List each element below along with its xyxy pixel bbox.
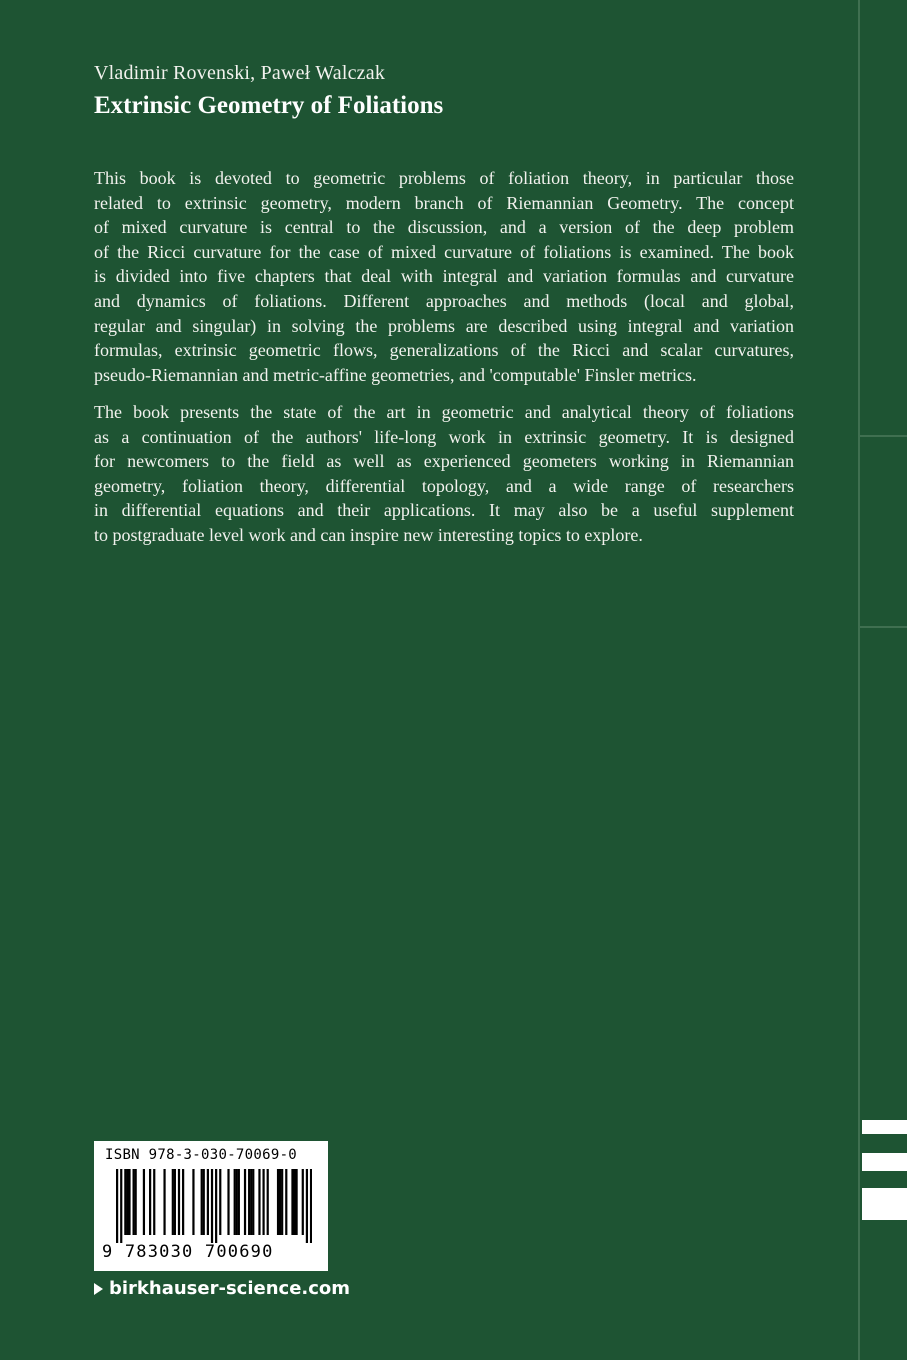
barcode-bar — [207, 1169, 209, 1235]
barcode-bar — [281, 1169, 283, 1235]
paragraph-line: This book is devoted to geometric problems of foliation theory, in particular those — [94, 168, 794, 188]
barcode-bar — [172, 1169, 174, 1235]
barcode-bar — [174, 1169, 176, 1235]
barcode-bar — [250, 1169, 252, 1235]
book-title: Extrinsic Geometry of Foliations — [94, 92, 444, 119]
paragraph-line: in differential equations and their applications. It may also be a useful supplement — [94, 500, 794, 521]
barcode-bar — [234, 1169, 236, 1235]
barcode-bar — [178, 1169, 180, 1235]
paragraph-line: as a continuation of the authors' life-long work in extrinsic geometry. It is designed — [94, 426, 794, 447]
paragraph-line: related to extrinsic geometry, modern branch of Riemannian Geometry. The concept — [94, 192, 794, 213]
arrow-right-icon — [94, 1283, 103, 1295]
barcode-bar — [293, 1169, 295, 1235]
barcode-bar — [244, 1169, 246, 1235]
barcode-bar — [238, 1169, 240, 1235]
barcode-bar — [279, 1169, 281, 1235]
barcode-bar — [128, 1169, 130, 1235]
barcode-graphic — [116, 1169, 312, 1243]
spine-tick-lower — [860, 626, 907, 628]
barcode-bar — [203, 1169, 205, 1235]
barcode-bar — [252, 1169, 254, 1235]
barcode-bar — [310, 1169, 312, 1243]
paragraph-line: The book presents the state of the art in geometric and analytical theory of foliations — [94, 402, 794, 422]
barcode-bar — [306, 1169, 308, 1243]
paragraph-line: formulas, extrinsic geometric flows, generalizations of the Ricci and scalar curvatures, — [94, 340, 794, 361]
spine-tick-upper — [860, 435, 907, 437]
barcode-bar — [291, 1169, 293, 1235]
barcode-bar — [215, 1169, 217, 1243]
spine-white-bar-3 — [862, 1188, 907, 1220]
barcode-bar — [236, 1169, 238, 1235]
publisher-website[interactable] — [94, 1278, 350, 1299]
barcode-bar — [302, 1169, 304, 1235]
barcode-bar — [163, 1169, 165, 1235]
barcode-bar — [227, 1169, 229, 1235]
barcode-bar — [116, 1169, 118, 1243]
barcode-bar — [267, 1169, 269, 1235]
barcode-digits: 9 783030 700690 — [102, 1242, 274, 1262]
barcode-bar — [277, 1169, 279, 1235]
paragraph-line: is divided into five chapters that deal with integral and variation formulas and curvature — [94, 266, 794, 287]
barcode-bar — [192, 1169, 194, 1235]
barcode-bar — [201, 1169, 203, 1235]
paragraph-line: to postgraduate level work and can inspire new interesting topics to explore. — [94, 524, 643, 545]
paragraph-line: for newcomers to the field as well as experienced geometers working in Riemannian — [94, 451, 794, 472]
spine-fold-line — [858, 0, 860, 1360]
isbn-label: ISBN 978-3-030-70069-0 — [105, 1147, 298, 1163]
paragraph-line: geometry, foliation theory, differential topology, and a wide range of researchers — [94, 475, 794, 496]
spine-white-bar-2 — [862, 1153, 907, 1171]
paragraph-line: regular and singular) in solving the problems are described using integral and variation — [94, 315, 794, 336]
description-paragraph-1 — [94, 166, 794, 387]
barcode-bar — [153, 1169, 155, 1235]
paragraph-line: of mixed curvature is central to the discussion, and a version of the deep problem — [94, 217, 794, 238]
barcode-bar — [126, 1169, 128, 1235]
barcode-bar — [120, 1169, 122, 1243]
publisher-website-label: birkhauser-science.com — [109, 1278, 351, 1299]
book-authors: Vladimir Rovenski, Paweł Walczak — [94, 62, 386, 84]
paragraph-line: pseudo-Riemannian and metric-affine geometries, and 'computable' Finsler metrics. — [94, 364, 697, 385]
barcode-bar — [258, 1169, 260, 1235]
barcode-bar — [182, 1169, 184, 1235]
barcode-bar — [149, 1169, 151, 1235]
barcode-bar — [135, 1169, 137, 1235]
barcode-bar — [219, 1169, 221, 1235]
barcode-bar — [262, 1169, 264, 1235]
barcode-bar — [133, 1169, 135, 1235]
barcode-bar — [285, 1169, 287, 1235]
barcode-bar — [295, 1169, 297, 1235]
barcode-bar — [211, 1169, 213, 1243]
paragraph-line: of the Ricci curvature for the case of mixed curvature of foliations is examined. The book — [94, 241, 794, 262]
barcode-bar — [248, 1169, 250, 1235]
barcode-bar — [143, 1169, 145, 1235]
description-paragraph-2 — [94, 400, 794, 548]
spine-white-bar-1 — [862, 1120, 907, 1134]
isbn-barcode-box — [94, 1141, 328, 1271]
barcode-bar — [124, 1169, 126, 1235]
paragraph-line: and dynamics of foliations. Different approaches and methods (local and global, — [94, 290, 794, 311]
